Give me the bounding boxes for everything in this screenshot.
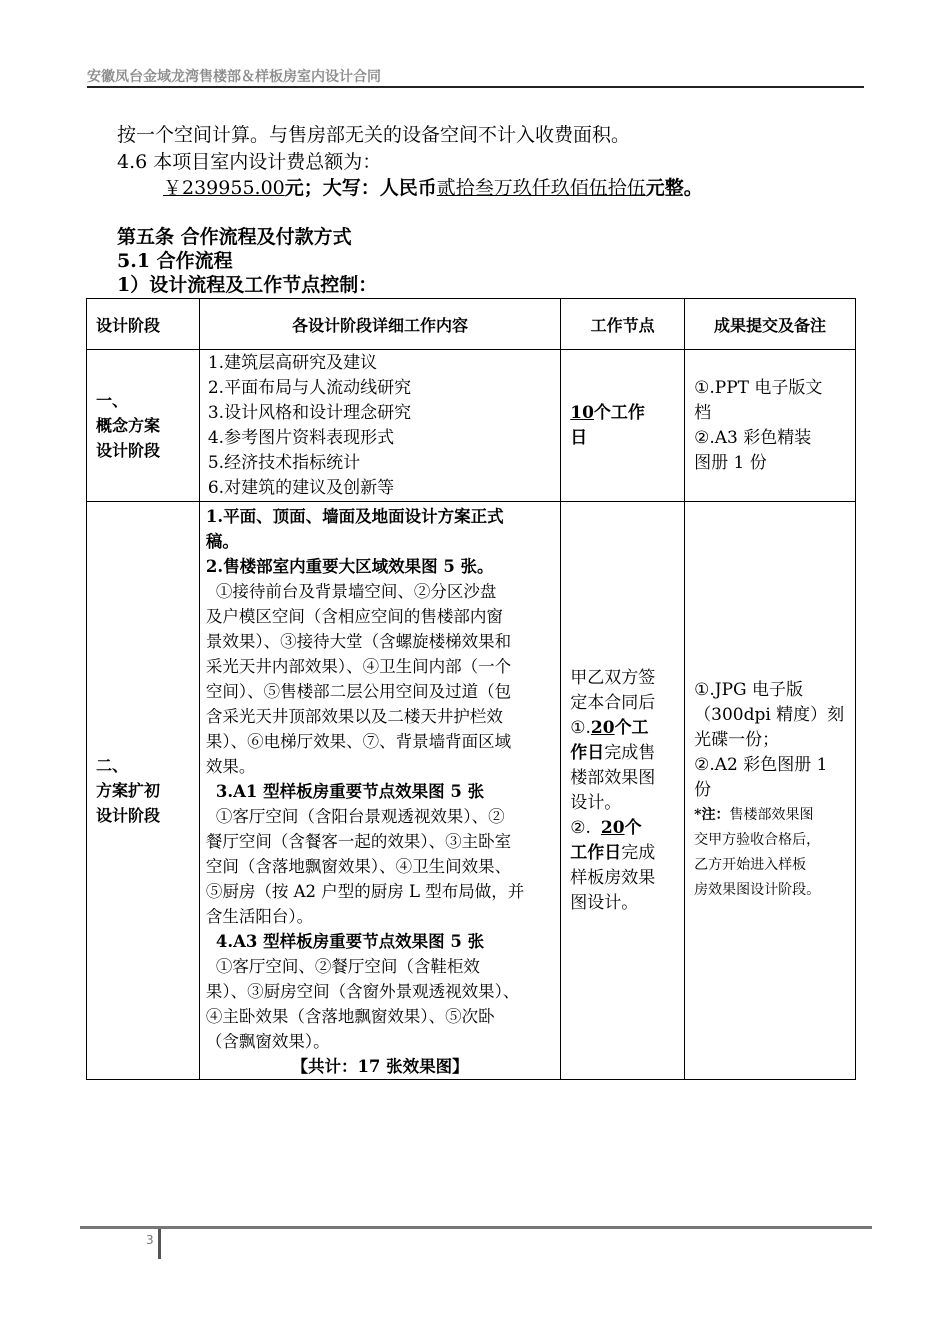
result-line: 档: [694, 402, 712, 423]
design-flow-table: [86, 298, 856, 1080]
detail-line: （含飘窗效果）。: [205, 1032, 330, 1051]
result-line: ②.A2 彩色图册 1: [694, 755, 828, 775]
node-unit: 个: [624, 817, 642, 838]
stage-cell-1: [87, 350, 200, 502]
note-text: 售楼部效果图: [729, 807, 814, 823]
node-line: [570, 816, 675, 841]
page-number: 3: [146, 1233, 154, 1247]
node-number: 20: [590, 717, 615, 738]
detail-line: ⑤厨房（按 A2 户型的厨房 L 型布局做，并: [205, 882, 525, 901]
stage-text: 概念方案: [96, 416, 161, 435]
node-line: [570, 841, 675, 866]
body-line-1: 按一个空间计算。与售房部无关的设备空间不计入收费面积。: [117, 124, 631, 146]
list-item: 5.经济技术指标统计: [207, 452, 361, 473]
sub-sub-title: 1）设计流程及工作节点控制：: [117, 274, 378, 296]
result-line: （300dpi 精度）刻: [694, 705, 845, 725]
stage-text: 设计阶段: [96, 806, 161, 825]
node-line: [570, 401, 675, 426]
detail-line: 2.售楼部室内重要大区域效果图 5 张。: [205, 557, 494, 576]
node-line: 甲乙双方签: [570, 667, 656, 688]
result-line: ①.JPG 电子版: [694, 680, 804, 700]
result-line: ①.PPT 电子版文: [694, 377, 823, 398]
detail-line: ①客厅空间（含阳台景观透视效果）、②: [215, 807, 505, 826]
note-text: 房效果图设计阶段。: [694, 882, 821, 898]
footer-divider: [158, 1229, 161, 1259]
note-text: 乙方开始进入样板: [694, 857, 807, 873]
col-header-content: 各设计阶段详细工作内容: [199, 299, 560, 350]
detail-line: ④主卧效果（含落地飘窗效果）、⑤次卧: [205, 1007, 495, 1026]
node-unit: 个工: [614, 717, 649, 738]
node-text: 完成售: [604, 742, 656, 763]
node-number: 20: [600, 817, 625, 838]
detail-line: 效果。: [205, 757, 256, 776]
node-line: 图设计。: [570, 892, 639, 913]
col-header-stage: 设计阶段: [87, 299, 200, 350]
node-number: 10: [570, 402, 594, 423]
node-line: 定本合同后: [570, 692, 656, 713]
node-day: 作日: [570, 742, 605, 763]
node-line: [570, 741, 675, 766]
body-line-2: 4.6 本项目室内设计费总额为：: [117, 151, 382, 173]
node-line: 样板房效果: [570, 867, 656, 888]
stage-cell-2: [87, 502, 200, 1080]
result-line: ②.A3 彩色精装: [694, 427, 812, 448]
footer-rule: [80, 1226, 872, 1229]
content-cell-1: [199, 350, 560, 502]
result-cell-1: [685, 350, 856, 502]
sub-title: 5.1 合作流程: [117, 250, 233, 272]
node-text: 完成: [621, 842, 656, 863]
stage-text: 设计阶段: [96, 441, 161, 460]
col-header-result: 成果提交及备注: [685, 299, 856, 350]
node-line: 设计。: [570, 792, 622, 813]
node-cell-2: [561, 502, 685, 1080]
detail-line: 含采光天井顶部效果以及二楼天井护栏效: [205, 707, 503, 726]
detail-line: ①客厅空间、②餐厅空间（含鞋柜效: [215, 957, 480, 976]
detail-line: 空间）、⑤售楼部二层公用空间及过道（包: [205, 682, 512, 701]
list-item: 3.设计风格和设计理念研究: [207, 402, 412, 423]
stage-text: 一、: [96, 391, 129, 410]
result-cell-2: [685, 502, 856, 1080]
detail-line: 及户模区空间（含相应空间的售楼部内窗: [205, 607, 503, 626]
detail-line: 采光天井内部效果）、④卫生间内部（一个: [205, 657, 512, 676]
stage-text: 方案扩初: [96, 781, 161, 800]
node-text: ②.: [570, 817, 591, 838]
note-line: [694, 803, 846, 828]
detail-line: 稿。: [205, 532, 239, 551]
detail-line: 3.A1 型样板房重要节点效果图 5 张: [215, 782, 485, 801]
node-text: ①.: [570, 717, 591, 738]
section-title: 第五条 合作流程及付款方式: [117, 226, 352, 248]
fee-line: [163, 177, 703, 199]
detail-line: 果）、⑥电梯厅效果、⑦、背景墙背面区域: [205, 732, 512, 751]
fee-words: 贰拾叁万玖仟玖佰伍拾伍: [436, 177, 646, 199]
fee-mid: 元；大写：人民币: [284, 177, 437, 199]
detail-line: ①接待前台及背景墙空间、②分区沙盘: [215, 582, 497, 601]
node-cell-1: [561, 350, 685, 502]
fee-amount: ￥239955.00: [163, 177, 285, 199]
list-item: 2.平面布局与人流动线研究: [207, 377, 412, 398]
detail-line: 含生活阳台）。: [205, 907, 314, 926]
node-unit: 个工作: [593, 402, 645, 423]
detail-line: 4.A3 型样板房重要节点效果图 5 张: [215, 932, 485, 951]
header-rule: [87, 86, 864, 88]
list-item: 1.建筑层高研究及建议: [207, 352, 378, 373]
table-header-row: [87, 299, 856, 350]
total-line: 【共计：17 张效果图】: [291, 1057, 469, 1076]
node-day: 工作日: [570, 842, 622, 863]
node-day: 日: [570, 427, 588, 448]
detail-line: 空间（含落地飘窗效果）、④卫生间效果、: [205, 857, 512, 876]
node-line: 楼部效果图: [570, 767, 656, 788]
result-line: 图册 1 份: [694, 452, 767, 473]
result-line: 光碟一份；: [694, 730, 780, 750]
stage-text: 二、: [96, 756, 129, 775]
detail-line: 果）、③厨房空间（含窗外景观透视效果）、: [205, 982, 520, 1001]
table-row: [87, 350, 856, 502]
note-label: *注：: [694, 807, 730, 823]
detail-line: 餐厅空间（含餐客一起的效果）、③主卧室: [205, 832, 512, 851]
content-cell-2: [199, 502, 560, 1080]
fee-end: 元整。: [645, 177, 703, 199]
list-item: 4.参考图片资料表现形式: [207, 427, 395, 448]
note-text: 交甲方验收合格后，: [694, 832, 821, 848]
detail-line: 1.平面、顶面、墙面及地面设计方案正式: [205, 507, 504, 526]
node-line: [570, 716, 675, 741]
result-line: 份: [694, 780, 712, 800]
detail-line: 景效果）、③接待大堂（含螺旋楼梯效果和: [205, 632, 512, 651]
col-header-node: 工作节点: [561, 299, 685, 350]
table-row: [87, 502, 856, 1080]
list-item: 6.对建筑的建议及创新等: [207, 477, 395, 498]
document-header: 安徽凤台金域龙湾售楼部＆样板房室内设计合同: [87, 69, 381, 85]
